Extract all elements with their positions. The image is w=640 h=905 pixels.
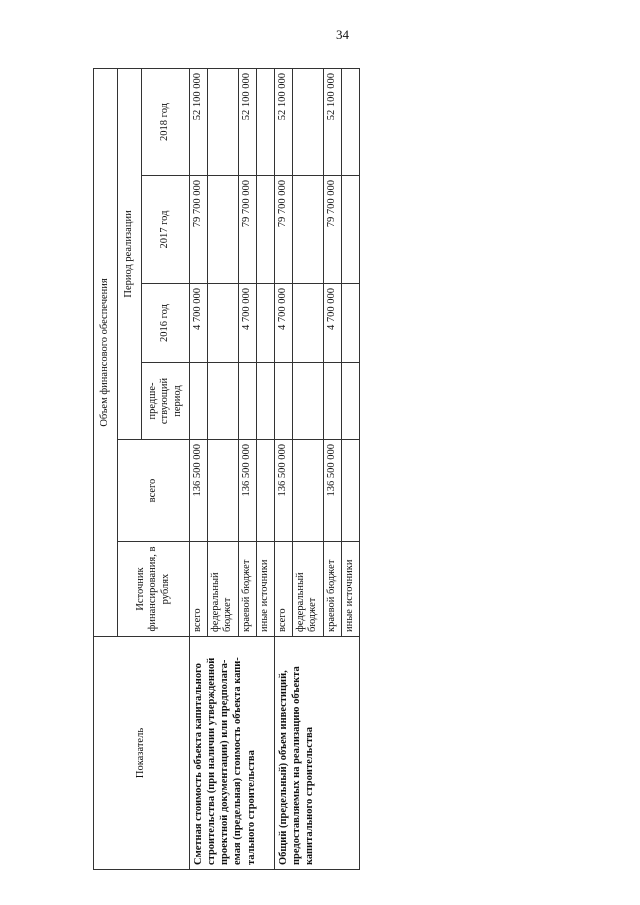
previous-cell (190, 363, 208, 440)
year-2018-cell: 52 100 000 (323, 68, 341, 175)
source-cell: краевой бюджет (238, 542, 256, 637)
previous-cell (341, 363, 359, 440)
year-2016-cell: 4 700 000 (190, 284, 208, 363)
total-cell: 136 500 000 (323, 440, 341, 542)
total-cell (256, 440, 274, 542)
source-cell: федеральный бюджет (208, 542, 239, 637)
previous-cell (238, 363, 256, 440)
year-2018-cell: 52 100 000 (274, 68, 292, 175)
source-cell: иные источники (341, 542, 359, 637)
header-year-2017: 2017 год (142, 176, 190, 284)
source-cell: всего (190, 542, 208, 637)
year-2016-cell (293, 284, 324, 363)
year-2016-cell: 4 700 000 (274, 284, 292, 363)
indicator-cell: Общий (предельный) объем инвестиций, предоставляемых на реализацию объекта капитального строительства (274, 637, 359, 870)
source-cell: иные источники (256, 542, 274, 637)
table-row (190, 68, 208, 869)
year-2017-cell (293, 176, 324, 284)
table-row (274, 68, 292, 869)
indicator-cell: Сметная стоимость объекта капитального строительства (при наличии утвержденной проектной документации) или предполага-емая (предельная) стоимость объекта капи-тального строительства (190, 637, 275, 870)
previous-cell (274, 363, 292, 440)
header-indicator: Показатель (94, 637, 190, 870)
year-2018-cell: 52 100 000 (238, 68, 256, 175)
year-2017-cell (208, 176, 239, 284)
previous-cell (293, 363, 324, 440)
header-period: Период реализации (118, 68, 142, 439)
total-cell (293, 440, 324, 542)
header-previous-period: предше-ствующий период (142, 363, 190, 440)
year-2017-cell: 79 700 000 (238, 176, 256, 284)
year-2018-cell (256, 68, 274, 175)
total-cell (341, 440, 359, 542)
total-cell: 136 500 000 (238, 440, 256, 542)
source-cell: краевой бюджет (323, 542, 341, 637)
year-2016-cell (341, 284, 359, 363)
funding-table (93, 68, 360, 870)
header-funding-volume: Объем финансового обеспечения (94, 68, 118, 636)
total-cell: 136 500 000 (190, 440, 208, 542)
header-source: Источник финансирования, в рублях (118, 542, 190, 637)
year-2018-cell (208, 68, 239, 175)
rotated-table-sheet (93, 69, 360, 870)
year-2017-cell: 79 700 000 (274, 176, 292, 284)
year-2018-cell: 52 100 000 (190, 68, 208, 175)
previous-cell (323, 363, 341, 440)
header-year-2018: 2018 год (142, 68, 190, 175)
total-cell (208, 440, 239, 542)
year-2018-cell (293, 68, 324, 175)
year-2016-cell (208, 284, 239, 363)
previous-cell (208, 363, 239, 440)
year-2018-cell (341, 68, 359, 175)
year-2017-cell (341, 176, 359, 284)
year-2016-cell: 4 700 000 (323, 284, 341, 363)
year-2017-cell: 79 700 000 (190, 176, 208, 284)
previous-cell (256, 363, 274, 440)
year-2017-cell: 79 700 000 (323, 176, 341, 284)
year-2016-cell: 4 700 000 (238, 284, 256, 363)
total-cell: 136 500 000 (274, 440, 292, 542)
source-cell: всего (274, 542, 292, 637)
source-cell: федеральный бюджет (293, 542, 324, 637)
header-year-2016: 2016 год (142, 284, 190, 363)
page-number: 34 (336, 27, 349, 42)
year-2016-cell (256, 284, 274, 363)
header-total: всего (118, 440, 190, 542)
year-2017-cell (256, 176, 274, 284)
